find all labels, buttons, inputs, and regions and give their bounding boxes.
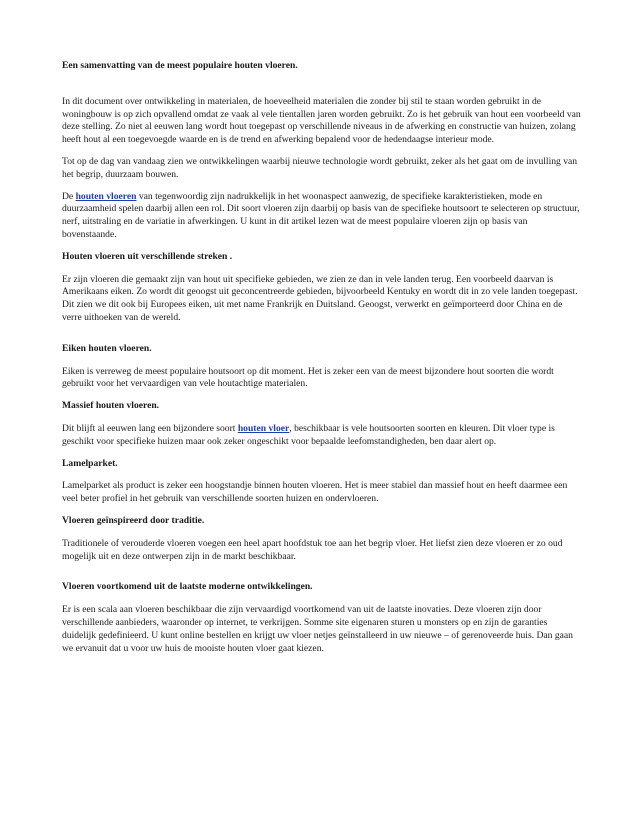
paragraph-text: Dit blijft al eeuwen lang een bijzondere soort xyxy=(62,422,238,434)
paragraph-lamelparket: Lamelparket als product is zeker een hoogstandje binnen houten vloeren. Het is meer stabiel dan massief hout en heeft daarmee een veel beter profiel in het gebruik van verschillende soorten huizen en ondervloeren. xyxy=(62,480,568,505)
paragraph-houten-vloeren xyxy=(62,191,582,242)
paragraph-text: , beschikbaar is vele houtsoorten soorten en kleuren. Dit vloer type is geschikt voor specifieke huizen maar ook zeker ongeschikt voor bepaalde leefomstandigheden, ben daar alert op. xyxy=(62,422,555,447)
document-title: Een samenvatting van de meest populaire houten vloeren. xyxy=(62,60,298,71)
paragraph-modern: Er is een scala aan vloeren beschikbaar die zijn vervaardigd voortkomend van uit de laatste inovaties. Deze vloeren zijn door verschillende aanbieders, waaronder op internet, te verkrijgen. Somme site eigenaren sturen u monsters op en zijn de garanties duidelijk gedefinieerd. U kunt online bestellen en krijgt uw vloer netjes geïnstalleerd in uw nieuwe – of gerenoveerde huis. Dan gaan we ervanuit dat u voor uw huis de mooiste houten vloer gaat kiezen. xyxy=(62,604,573,654)
link-houten-vloer[interactable]: houten vloer xyxy=(237,422,290,434)
document-page xyxy=(62,60,582,664)
paragraph-streken: Er zijn vloeren die gemaakt zijn van hout uit specifieke gebieden, we zien ze dan in vele landen terug. Een voorbeeld daarvan is Amerikaans eiken. Zo wordt dit geoogst uit geconcentreerde gebieden, bijvoorbeeld Kentuky en wordt dit in zo vele landen toegepast. Dit zien we dit ook bij Europees eiken, uit met name Frankrijk en Duitsland. Geoogst, verwerkt en geïmporteerd door China en de verre uithoeken van de wereld. xyxy=(62,273,578,323)
heading-lamelparket: Lamelparket. xyxy=(62,457,118,469)
heading-massief: Massief houten vloeren. xyxy=(62,400,160,412)
paragraph-eiken: Eiken is verreweg de meest populaire houtsoort op dit moment. Het is zeker een van de meest bijzondere hout soorten die wordt gebruikt voor het vervaardigen van vele houtachtige materialen. xyxy=(62,365,554,390)
heading-eiken: Eiken houten vloeren. xyxy=(62,342,152,354)
paragraph-traditie: Traditionele of verouderde vloeren voegen een heel apart hoofdstuk toe aan het begrip vloer. Het liefst zien deze vloeren er zo oud mogelijk uit en deze ontwerpen zijn in de markt beschikbaar. xyxy=(62,537,563,562)
link-houten-vloeren[interactable]: houten vloeren xyxy=(75,190,137,202)
intro-paragraph: In dit document over ontwikkeling in materialen, de hoeveelheid materialen die zonder bij stil te staan worden gebruikt in de woningbouw is op zich opvallend omdat ze vaak al vele tientallen jaren worden gebruikt. Zo is het gebruik van hout een voorbeeld van deze stelling. Zo niet al eeuwen lang wordt hout toegepast op verschillende niveaus in de afwerking en constructie van huizen, zolang heeft hout al een toegevoegde waarde en is de trend en afwerking bepalend voor de hedendaagse interieur mode. xyxy=(62,95,581,146)
paragraph-massief xyxy=(62,423,582,449)
paragraph-text: De xyxy=(62,190,76,202)
heading-streken: Houten vloeren uit verschillende streken . xyxy=(62,250,233,262)
paragraph-duurzaam: Tot op de dag van vandaag zien we ontwikkelingen waarbij nieuwe technologie wordt gebruikt, zeker als het gaat om de invulling van het begrip, duurzaam bouwen. xyxy=(62,155,578,180)
heading-modern: Vloeren voortkomend uit de laatste moderne ontwikkelingen. xyxy=(62,581,313,593)
heading-traditie: Vloeren geïnspireerd door traditie. xyxy=(62,514,205,526)
paragraph-text: van tegenwoordig zijn nadrukkelijk in het woonaspect aanwezig, de specifieke karakteristieken, mode en duurzaamheid spelen daarbij allen een rol. Dit soort vloeren zijn daarbij op basis van de specifieke houtsoort te selecteren op structuur, nerf, uitstraling en de variatie in afwerkingen. U kunt in dit artikel lezen wat de meest populaire vloeren zijn op basis van bovenstaande. xyxy=(62,190,580,240)
